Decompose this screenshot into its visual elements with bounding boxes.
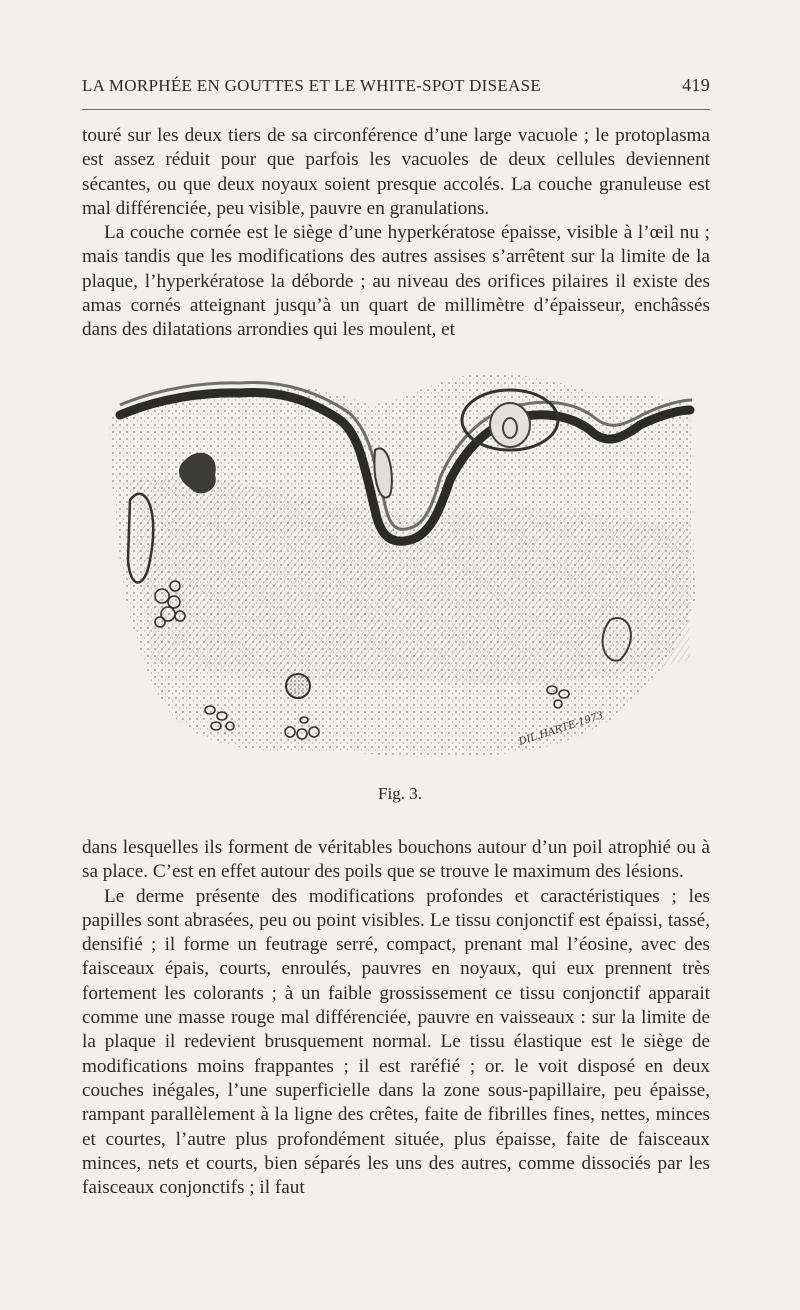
hair-follicle-core [490, 403, 530, 447]
artist-signature: DIL.HARTE-1973 [517, 710, 605, 748]
figure-caption: Fig. 3. [378, 784, 422, 803]
page-number: 419 [682, 75, 710, 95]
running-header [82, 75, 710, 101]
histology-drawing [90, 360, 700, 780]
running-title: LA MORPHÉE EN GOUTTES ET LE WHITE-SPOT DISEASE [82, 76, 542, 95]
nodule [286, 674, 310, 698]
paragraph: touré sur les deux tiers de sa circonférence d’une large vacuole ; le protoplasma est assez réduit pour que parfois les vacuoles de deux cellules deviennent sécantes, ou que deux noyaux soient presque accolés. La couche granuleuse est mal différenciée, peu visible, pauvre en granulations. [82, 125, 710, 219]
paragraph: Le derme présente des modifications profondes et caractéristiques ; les papilles sont abrasées, peu ou point visibles. Le tissu conjonctif est épaissi, tassé, densifié ; il forme un feutrage serré, compact, prenant mal l’éosine, avec des faisceaux épais, courts, enroulés, pauvres en noyaux, qui eux prennent très fortement les colorants ; à un faible grossissement ce tissu conjonctif apparait comme une masse rouge mal différenciée, pauvre en vaisseaux : sur la limite de la plaque il redevient brusquement normal. Le tissu élastique est le siège de modifications moins frappantes ; il est raréfié ; or. le voit disposé en deux couches inégales, l’une superficielle dans la zone sous-papillaire, peu épaisse, rampant parallèlement à la ligne des crêtes, faite de fibrilles fines, nettes, minces et courtes, l’autre plus profondément située, plus épaisse, faite de faisceaux minces, nets et courts, bien séparés les uns des autres, comme dissociés par les faisceaux conjonctifs ; il faut [82, 885, 710, 1199]
paragraph: La couche cornée est le siège d’une hyperkératose épaisse, visible à l’œil nu ; mais tandis que les modifications des autres assises s’arrêtent sur la limite de la plaque, l’hyperkératose la déborde ; au niveau des orifices pilaires il existe des amas cornés atteignant jusqu’à un quart de millimètre d’épaisseur, enchâssés dans des dilatations arrondies qui les moulent, et [82, 222, 710, 341]
bottom-text-block [82, 836, 710, 1200]
header-rule [82, 109, 710, 110]
histology-figure [90, 360, 700, 780]
paragraph: dans lesquelles ils forment de véritables bouchons autour d’un poil atrophié ou à sa place. C’est en effet autour des poils que se trouve le maximum des lésions. [82, 837, 710, 883]
top-text-block [82, 124, 710, 343]
